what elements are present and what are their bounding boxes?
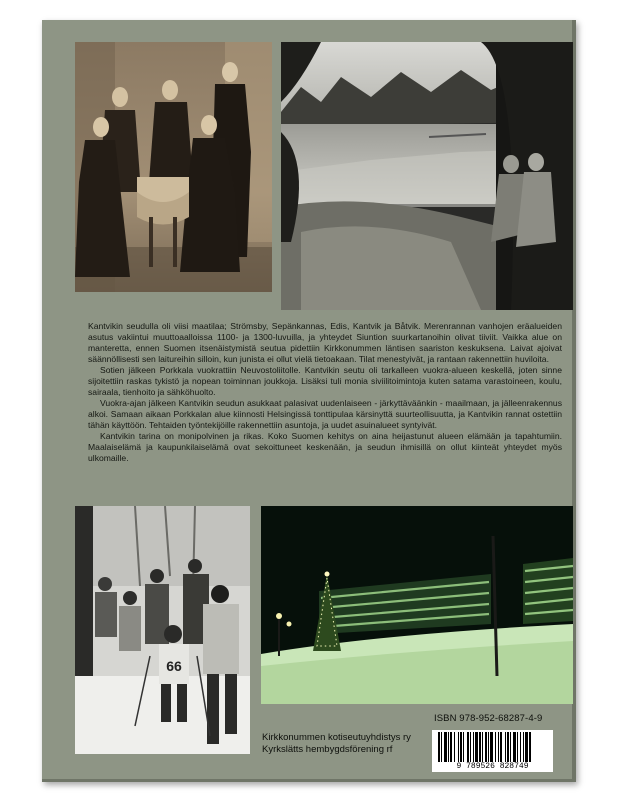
barcode-bar bbox=[510, 732, 511, 762]
barcode-bar bbox=[454, 732, 455, 762]
barcode-bar bbox=[482, 732, 483, 762]
winter-children-skiing-photo bbox=[75, 506, 250, 754]
barcode-bar bbox=[520, 732, 521, 762]
description-paragraph-1: Kantvikin seudulla oli viisi maatilaa; Strömsby, Sepänkannas, Edis, Kantvik ja Båtvik. Merenrannan vanhojen eräalueiden asutus vakiintui muuttoaalloissa 1100- ja 1300-luvuilla, ja yhteydet Siuntion suurkartanoihin olivat tiiviit. Vaikka alue on manteretta, ennen Suomen itsenäistymistä seutua pidettiin Kirkkonummen läntisen saariston keskuksena. Laivat ajoivat säännöllisesti sen laitureihin silloin, kun junista ei ollut vielä tietoakaan. Tilat menestyivät, ja rantaan rakennettiin huviloita. bbox=[88, 321, 562, 364]
publisher-finnish: Kirkkonummen kotiseutuyhdistys ry bbox=[262, 732, 411, 743]
barcode-bar bbox=[479, 732, 481, 762]
isbn-label: ISBN 978-952-68287-4-9 bbox=[434, 713, 543, 724]
barcode-bar bbox=[498, 732, 499, 762]
publisher-info bbox=[262, 732, 411, 755]
barcode-bar bbox=[460, 732, 462, 762]
book-back-cover bbox=[42, 20, 576, 782]
barcode-bar bbox=[529, 732, 531, 762]
barcode-bar bbox=[507, 732, 509, 762]
barcode-bar bbox=[475, 732, 478, 762]
barcode-bar bbox=[523, 732, 524, 762]
barcode-bar bbox=[488, 732, 489, 762]
sepia-family-portrait bbox=[75, 42, 272, 292]
barcode-bar bbox=[505, 732, 506, 762]
barcode-bar bbox=[473, 732, 474, 762]
barcode-bar bbox=[448, 732, 449, 762]
description-paragraph-4: Kantvikin tarina on monipolvinen ja rikas. Koko Suomen kehitys on aina heijastunut alueen elämään ja tapahtumiin. Maalaiselämä ja kaupunkilaiselämä ovat sekoittuneet keskenään, ja seudun ihmisillä on ollut kiinteät yhteydet myös ulkomaille. bbox=[88, 431, 562, 463]
barcode-bar bbox=[495, 732, 496, 762]
barcode-bar bbox=[458, 732, 459, 762]
barcode-bar bbox=[450, 732, 452, 762]
barcode-bar bbox=[467, 732, 469, 762]
barcode-digits: 9 789526 828749 bbox=[432, 762, 553, 771]
night-apartments-christmas-tree-photo bbox=[261, 506, 573, 704]
barcode-bar bbox=[441, 732, 442, 762]
description-paragraph-2: Sotien jälkeen Porkkala vuokrattiin Neuvostoliitolle. Kantvikin seutu oli tarkalleen vuokra-alueen keskellä, joten sinne sijoitettiin raskas tykistö ja nopean toiminnan joukkoja. Lisäksi tuli monia siviilitoimintoja kuten satama varastoineen, koulu, sairaala, tienhoito ja sähköhuolto. bbox=[88, 365, 562, 397]
barcode-bar bbox=[513, 732, 516, 762]
barcode-bar bbox=[438, 732, 440, 762]
barcode-bar bbox=[500, 732, 502, 762]
barcode-bar bbox=[525, 732, 528, 762]
barcode-bar bbox=[444, 732, 447, 762]
barcode-bar bbox=[485, 732, 487, 762]
barcode-bar bbox=[517, 732, 518, 762]
isbn-barcode bbox=[432, 730, 553, 772]
barcode-bars bbox=[432, 730, 553, 762]
back-cover-description bbox=[88, 321, 562, 464]
barcode-bar bbox=[463, 732, 464, 762]
lakeside-bw-photo bbox=[281, 42, 573, 310]
barcode-bar bbox=[490, 732, 493, 762]
description-paragraph-3: Vuokra-ajan jälkeen Kantvikin seudun asukkaat palasivat uudenlaiseen - järkyttäväänkin - maailmaan, ja jälleenrakennus alkoi. Samaan aikaan Porkkalan alue kiinnosti Helsingissä tonttipulaa kärsinyttä suurteollisuutta, ja Kantvikin rannat ostettiin tähän käyttöön. Tehtaiden työntekijöille rakennettiin asuntoja, ja uudet asuinalueet syntyivät. bbox=[88, 398, 562, 430]
barcode-bar bbox=[470, 732, 471, 762]
publisher-swedish: Kyrkslätts hembygdsförening rf bbox=[262, 743, 393, 755]
svg-text:66: 66 bbox=[166, 658, 182, 674]
